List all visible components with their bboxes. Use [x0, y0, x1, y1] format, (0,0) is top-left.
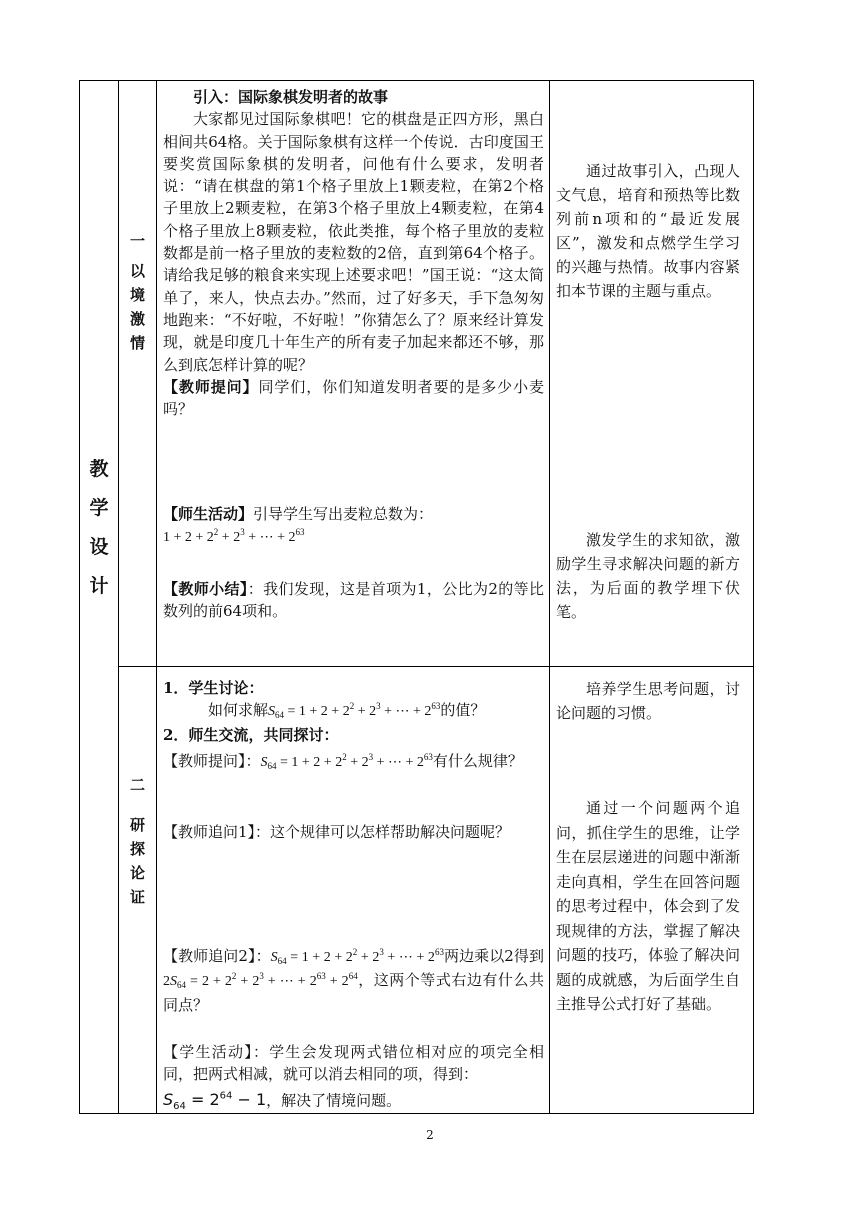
teacher-question [163, 376, 544, 421]
follow-up-2: 【教师追问2】：$S_{64} = 1 + 2 + 2^2 + 2^3$ + ⋯ + $2^{63}$两边乘以2得到$2S_{64} = 2 + 2^2 + 2^3$ + ⋯ + $2^{63} + 2^{64}$，这两个等式右边有什么共同点？ [163, 947, 545, 1014]
section-number: 二 [129, 776, 145, 794]
section-two-content [163, 677, 544, 774]
intro-heading: 引入：国际象棋发明者的故事 [193, 88, 389, 106]
section-one-title [118, 229, 157, 355]
text: 同学们，你们知道发明者要的是多少小麦吗？ [163, 377, 544, 419]
section-title-char: 境 [129, 286, 145, 304]
note-thinking: 培养学生思考问题，讨论问题的习惯。 [556, 680, 740, 722]
table-top-border [79, 80, 754, 81]
tag: 【教师提问】 [163, 377, 259, 396]
teacher-question: 【教师提问】：$S_{64} = 1 + 2 + 2^2 + 2^3$ + ⋯ + $2^{63}$有什么规律？ [163, 751, 523, 771]
tag: 【教师小结】 [163, 580, 248, 598]
section-title-char: 以 [129, 262, 145, 280]
activity [163, 503, 544, 525]
text: 引导学生写出麦粒总数为： [253, 505, 434, 523]
discussion-heading: 1．学生讨论： [163, 679, 264, 697]
activity-block [163, 503, 544, 550]
column-divider [549, 80, 550, 1114]
section-title-char: 证 [129, 888, 145, 906]
note-motivation: 激发学生的求知欲，激励学生寻求解决问题的新方法，为后面的教学埋下伏笔。 [556, 531, 740, 621]
section-title-char: 探 [129, 840, 145, 858]
note-questions: 通过一个问题两个追问，抓住学生的思维，让学生在层层递进的问题中渐渐走向真相，学生在回答问题的思考过程中，体会到了发现规律的方法，掌握了解决问题的技巧，体验了解决问题的成就感，为后面学生自主推导公式打好了基础。 [556, 799, 740, 1013]
tag: 【教师追问1】 [163, 823, 256, 841]
side-label-char: 计 [89, 575, 109, 597]
row-divider [118, 666, 754, 667]
side-label [79, 450, 119, 606]
follow-up-1 [163, 821, 544, 843]
discussion-question: 如何求解$S_{64} = 1 + 2 + 2^2 + 2^3$ + ⋯ + $2^{63}$的值？ [208, 701, 486, 721]
student-activity [163, 1041, 544, 1118]
tag: 【教师追问2】： [163, 947, 271, 965]
section-title-char: 情 [129, 334, 145, 352]
section-title-char: 激 [129, 310, 145, 328]
section-title-char: 论 [129, 864, 145, 882]
text: 两边乘以2得到 [443, 947, 545, 965]
text: ，这两个等式右边有什么共同点？ [163, 971, 544, 1014]
text: 如何求解 [208, 701, 269, 720]
text: 的值？ [440, 701, 486, 720]
exchange-heading: 2．师生交流，共同探讨： [163, 725, 339, 744]
page-number: 2 [426, 1128, 434, 1142]
side-label-char: 学 [89, 497, 109, 519]
tag: 【教师提问】： [163, 751, 261, 770]
note-story: 通过故事引入，凸现人文气息，培育和预热等比数列前n项和的“最近发展区”，激发和点燃学生学习的兴趣与热情。故事内容紧扣本节课的主题与重点。 [556, 162, 740, 300]
section-title-char: 研 [129, 816, 145, 834]
result-line: $S_{64} = 2^{64} - 1$，解决了情境问题。 [163, 1089, 402, 1113]
story-text: 大家都见过国际象棋吧！它的棋盘是正四方形，黑白相间共64格。关于国际象棋有这样一个传说．古印度国王要奖赏国际象棋的发明者，问他有什么要求，发明者说：“请在棋盘的第1个格子里放上1颗麦粒，在第2个格子里放上2颗麦粒，在第3个格子里放上4颗麦粒，在第4个格子里放上8颗麦粒，依此类推，每个格子里放的麦粒数都是前一格子里放的麦粒数的2倍，直到第64个格子。请给我足够的粮食来实现上述要求吧！”国王说：“这太简单了，来人，快点去办。”然而，过了好多天，手下急匆匆地跑来：“不好啦，不好啦！”你猜怎么了？原来经计算发现，就是印度几十年生产的所有麦子加起来都还不够，那么到底怎样计算的呢？ [163, 110, 544, 374]
text: ：学生会发现两式错位相对应的项完全相同，把两式相减，就可以消去相同的项，得到： [163, 1043, 544, 1084]
section-number: 一 [129, 232, 145, 250]
teacher-summary [163, 578, 544, 623]
text: ：我们发现，这是首项为1，公比为2的等比数列的前64项和。 [163, 580, 544, 621]
text: ，解决了情境问题。 [266, 1090, 402, 1109]
text: ：这个规律可以怎样帮助解决问题呢？ [255, 823, 511, 841]
summary-block [163, 578, 544, 623]
sum-formula: $1 + 2 + 2^2 + 2^3$ + ⋯ + $2^{63}$ [163, 527, 305, 546]
section-one-content [163, 86, 544, 420]
table-right-border [753, 80, 754, 1114]
side-label-char: 教 [89, 458, 109, 480]
side-label-char: 设 [89, 536, 109, 558]
tag: 【学生活动】 [163, 1043, 253, 1061]
text: 有什么规律？ [432, 751, 523, 770]
section-two-title [118, 773, 157, 909]
tag: 【师生活动】 [163, 505, 254, 523]
